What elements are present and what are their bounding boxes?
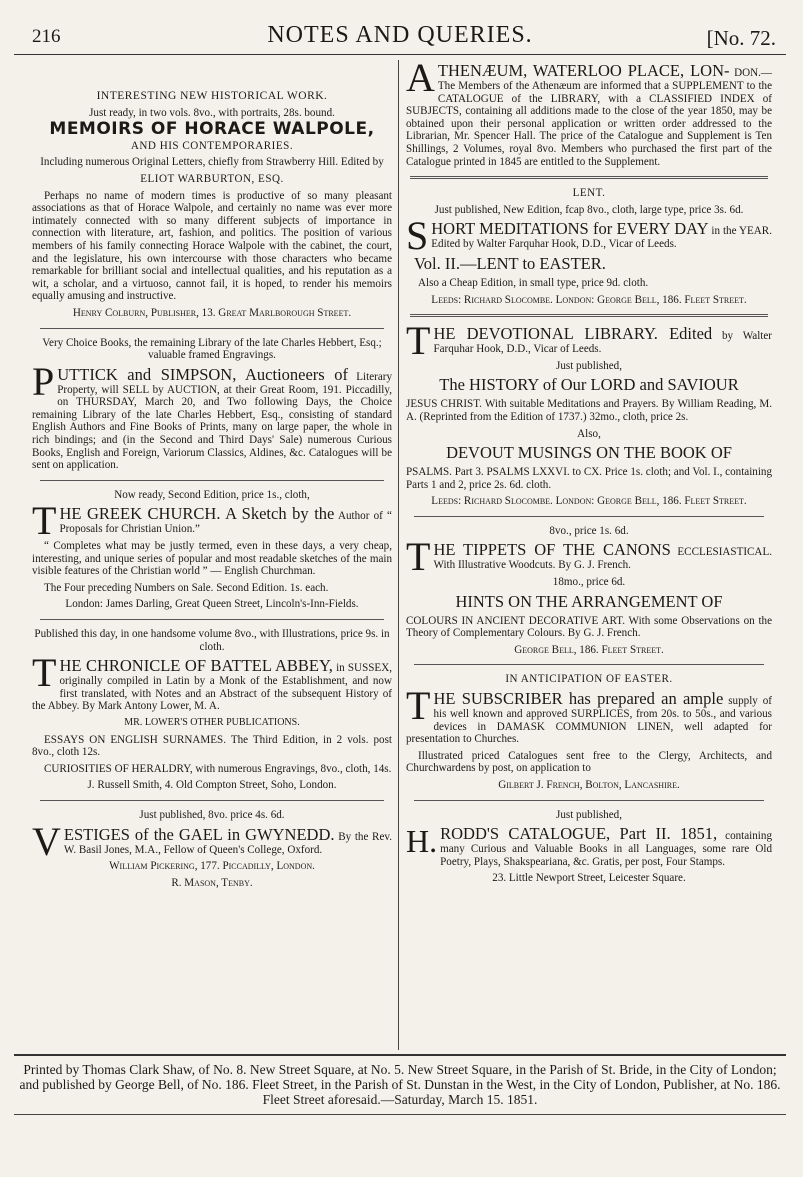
book-subtitle: AND HIS CONTEMPORARIES. <box>130 139 294 152</box>
publisher-line: Leeds: Richard Slocombe. London: George Bell, 186. Fleet Street. <box>431 293 747 306</box>
column-divider <box>398 60 399 1050</box>
left-column <box>32 60 392 1050</box>
ad-heading: LENT. <box>572 187 606 200</box>
ad-greek-church <box>32 489 392 611</box>
ad-rodd-catalogue <box>406 809 772 885</box>
page-header <box>14 14 786 54</box>
ad-lead: HE SUBSCRIBER has prepared an ample <box>433 689 724 709</box>
publisher-line: Gilbert J. French, Bolton, Lancashire. <box>498 779 680 791</box>
drop-cap: V <box>32 818 61 864</box>
ad-separator <box>410 314 768 317</box>
ad-intro: Now ready, Second Edition, price 1s., cloth, <box>114 488 310 501</box>
book-title: The HISTORY of Our LORD and SAVIOUR <box>439 375 739 395</box>
ad-intro: Just published, <box>556 359 622 372</box>
ad-lead: HE CHRONICLE OF BATTEL ABBEY, <box>59 656 333 676</box>
drop-cap: H. <box>406 823 438 860</box>
ad-puttick <box>32 337 392 472</box>
ad-intro: Published this day, in one handsome volume 8vo., with Illustrations, price 9s. in cloth. <box>34 628 390 653</box>
ad-intro: 18mo., price 6d. <box>552 576 626 589</box>
volume-title: Vol. II.—LENT to EASTER. <box>414 253 606 273</box>
ad-separator <box>40 480 384 481</box>
ad-body: JESUS CHRIST. With suitable Meditations and Prayers. By William Reading, M. A. (Reprinted from the Edition of 1737.) 32mo., cloth, price 2s. <box>406 398 772 423</box>
ad-body: ECCLESIASTICAL. With Illustrative Woodcuts. By G. J. French. <box>433 546 772 572</box>
book-title: DEVOUT MUSINGS ON THE BOOK OF <box>446 443 732 463</box>
footer-rule <box>14 1114 786 1115</box>
book-title: HINTS ON THE ARRANGEMENT OF <box>455 591 723 611</box>
ad-separator <box>414 800 764 801</box>
ad-text: CURIOSITIES OF HERALDRY, with numerous Engravings, 8vo., cloth, 14s. <box>44 762 392 775</box>
drop-cap: T <box>32 498 57 544</box>
ad-note: The Four preceding Numbers on Sale. Second Edition. 1s. each. <box>44 581 329 594</box>
ad-lead: ESTIGES of the GAEL in GWYNEDD. <box>63 824 335 844</box>
ad-lead: HE GREEK CHURCH. A Sketch by the <box>59 504 335 524</box>
ad-body: DON.—The Members of the Athenæum are informed that a SUPPLEMENT to the CATALOGUE of the LIBRARY, with a CLASSIFIED INDEX of SUBJECTS, containing all additions made to the close of the year 1850, may be obtained upon their personal application or written order addressed to the Librarian, Mr. Spencer Hall. The price of the Catalogue and Supplement is Ten Shillings, 2 Volumes, royal 8vo. Members who purchased the first part of the Catalogue printed in 1845 are entitled to the Supplement. <box>406 67 772 168</box>
editor-name: ELIOT WARBURTON, ESQ. <box>140 172 284 185</box>
ad-subheading: Just ready, in two vols. 8vo., with portraits, 28s. bound. <box>89 106 335 119</box>
ad-intro: Just published, New Edition, fcap 8vo., cloth, large type, price 3s. 6d. <box>434 203 744 216</box>
ad-separator <box>40 619 384 620</box>
publisher-line: George Bell, 186. Fleet Street. <box>514 643 664 656</box>
ad-lead: HE DEVOTIONAL LIBRARY. Edited <box>433 324 713 344</box>
ad-body: in the YEAR. Edited by Walter Farquhar Hook, D.D., Vicar of Leeds. <box>431 225 772 251</box>
ad-lent <box>406 187 772 306</box>
ad-lead: THENÆUM, WATERLOO PLACE, LON- <box>437 61 730 80</box>
drop-cap: T <box>406 683 431 729</box>
issue-number: [No. 72. <box>706 26 776 50</box>
ad-separator <box>410 176 768 179</box>
ad-lead: HORT MEDITATIONS for EVERY DAY <box>431 219 709 239</box>
ad-text: Illustrated priced Catalogues sent free to the Clergy, Architects, and Churchwardens by post, on application to <box>406 749 772 775</box>
publisher-line: William Pickering, 177. Piccadilly, London. <box>109 860 315 873</box>
ad-quote: “ Completes what may be justly termed, even in these days, a very cheap, interesting, and unique series of popular and most readable sketches of the main visible features of the Christian world ” — English Churchman. <box>32 540 392 578</box>
ad-battel-abbey <box>32 628 392 792</box>
ad-body: COLOURS IN ANCIENT DECORATIVE ART. With some Observations on the Theory of Complementary Colours. By G. J. French. <box>406 614 772 640</box>
publisher-line: Leeds: Richard Slocombe. London: George Bell, 186. Fleet Street. <box>431 495 747 508</box>
ad-intro: Very Choice Books, the remaining Library of the late Charles Hebbert, Esq.; valuable framed Engravings. <box>42 336 382 362</box>
ad-athenaeum <box>406 62 772 168</box>
publisher-line: R. Mason, Tenby. <box>171 876 253 889</box>
ad-tippets <box>406 525 772 657</box>
ad-body: containing many Curious and Valuable Books in all Languages, some rare Old Poetry, Plays, Shakspeariana, &c. Gratis, per post, Four Stamps. <box>440 830 772 868</box>
ad-body: Perhaps no name of modern times is productive of so many pleasant associations as that of Horace Walpole, and certainly no name was ever more intimately connected with so many different subjects of importance in connection with literature, art, fashion, and politics. The position of various members of his family connecting Horace Walpole with the cabinet, the court, and the legislature, his own intercourse with those characters who became remarkable for brilliant social and intellectual qualities, and his reputation as a wit, a scholar, and a virtuoso, cannot fail, it is hoped, to render his memoirs equally amusing and instructive. <box>32 189 392 303</box>
ad-intro: Also, <box>577 427 601 440</box>
publisher-line: London: James Darling, Great Queen Street, Lincoln's-Inn-Fields. <box>65 598 359 611</box>
ad-separator <box>40 800 384 801</box>
ad-text: Author of “ Proposals for Christian Union.” <box>59 510 392 536</box>
publisher-line: Henry Colburn, Publisher, 13. Great Marlborough Street. <box>72 306 352 319</box>
drop-cap: T <box>406 318 431 364</box>
drop-cap: P <box>32 358 55 404</box>
page-title: NOTES AND QUERIES. <box>267 22 533 48</box>
newspaper-page <box>14 14 786 1164</box>
ad-text: Also a Cheap Edition, in small type, price 9d. cloth. <box>418 276 649 289</box>
ad-easter <box>406 673 772 791</box>
ad-body: By the Rev. W. Basil Jones, M.A., Fellow of Queen's College, Oxford. <box>63 830 392 856</box>
ad-devotional-library <box>406 318 772 508</box>
ad-heading: IN ANTICIPATION OF EASTER. <box>505 673 673 686</box>
imprint-footer <box>14 1054 786 1107</box>
drop-cap: T <box>32 650 57 696</box>
ad-separator <box>414 516 764 517</box>
book-title: MEMOIRS OF HORACE WALPOLE, <box>49 119 375 140</box>
ad-lead: HE TIPPETS OF THE CANONS <box>433 540 671 560</box>
header-rule <box>14 54 786 55</box>
ad-vestiges <box>32 809 392 889</box>
ad-heading: INTERESTING NEW HISTORICAL WORK. <box>96 90 328 102</box>
ad-body: in SUSSEX, originally compiled in Latin by a Monk of the Establishment, and now first translated, with Notes and an Abstract of the subsequent History of the Abbey. By Mark Antony Lower, M. A. <box>32 662 392 713</box>
ad-text: ESSAYS ON ENGLISH SURNAMES. The Third Edition, in 2 vols. post 8vo., cloth 12s. <box>32 733 392 759</box>
imprint-text: Printed by Thomas Clark Shaw, of No. 8. New Street Square, at No. 5. New Street Square, in the Parish of St. Bride, in the City of London; and published by George Bell, of No. 186. Fleet Street, in the Parish of St. Dunstan in the West, in the City of London, Publisher, at No. 186. Fleet Street aforesaid.—Saturday, March 15. 1851. <box>19 1062 781 1107</box>
ad-intro: Just published, 8vo. price 4s. 6d. <box>139 808 285 821</box>
page-number: 216 <box>32 26 61 47</box>
publisher-line: J. Russell Smith, 4. Old Compton Street, Soho, London. <box>87 779 337 792</box>
ad-intro: Just published, <box>556 808 622 821</box>
drop-cap: S <box>406 213 429 259</box>
ad-separator <box>40 328 384 329</box>
ad-lead: UTTICK and SIMPSON, Auctioneers of <box>57 364 349 384</box>
drop-cap: T <box>406 534 431 580</box>
ad-subheading: MR. LOWER'S OTHER PUBLICATIONS. <box>124 716 300 728</box>
ad-walpole <box>32 90 392 320</box>
ad-body: PSALMS. Part 3. PSALMS LXXVI. to CX. Price 1s. cloth; and Vol. I., containing Parts 1 and 2, price 2s. 6d. cloth. <box>406 466 772 491</box>
ad-text: Including numerous Original Letters, chiefly from Strawberry Hill. Edited by <box>40 156 384 169</box>
ad-separator <box>414 664 764 665</box>
right-column <box>406 60 772 1050</box>
drop-cap: A <box>406 60 435 100</box>
publisher-line: 23. Little Newport Street, Leicester Square. <box>492 872 686 885</box>
ad-body: Literary Property, will SELL by AUCTION, at their Great Room, 191. Piccadilly, on THURSDAY, March 20, and Two following Days, the Choice remaining Library of the late Charles Hebbert, Esq., consisting of standard English Authors and Fine Books of Prints, many on large paper, the whole in rich bindings; and (in the Second and Third Days' Sale) numerous Curious Books, English and Foreign, Variorum Classics, Aldines, &c. Catalogues will be sent on application. <box>32 370 392 472</box>
ad-lead: RODD'S CATALOGUE, Part II. 1851, <box>440 824 718 844</box>
ad-body: by Walter Farquhar Hook, D.D., Vicar of Leeds. <box>433 330 772 356</box>
ad-body: supply of his well known and approved SURPLICES, from 20s. to 50s., and various devices in DAMASK COMMUNION LINEN, well adapted for presentation to Churches. <box>406 695 772 746</box>
ad-intro: 8vo., price 1s. 6d. <box>549 524 629 537</box>
